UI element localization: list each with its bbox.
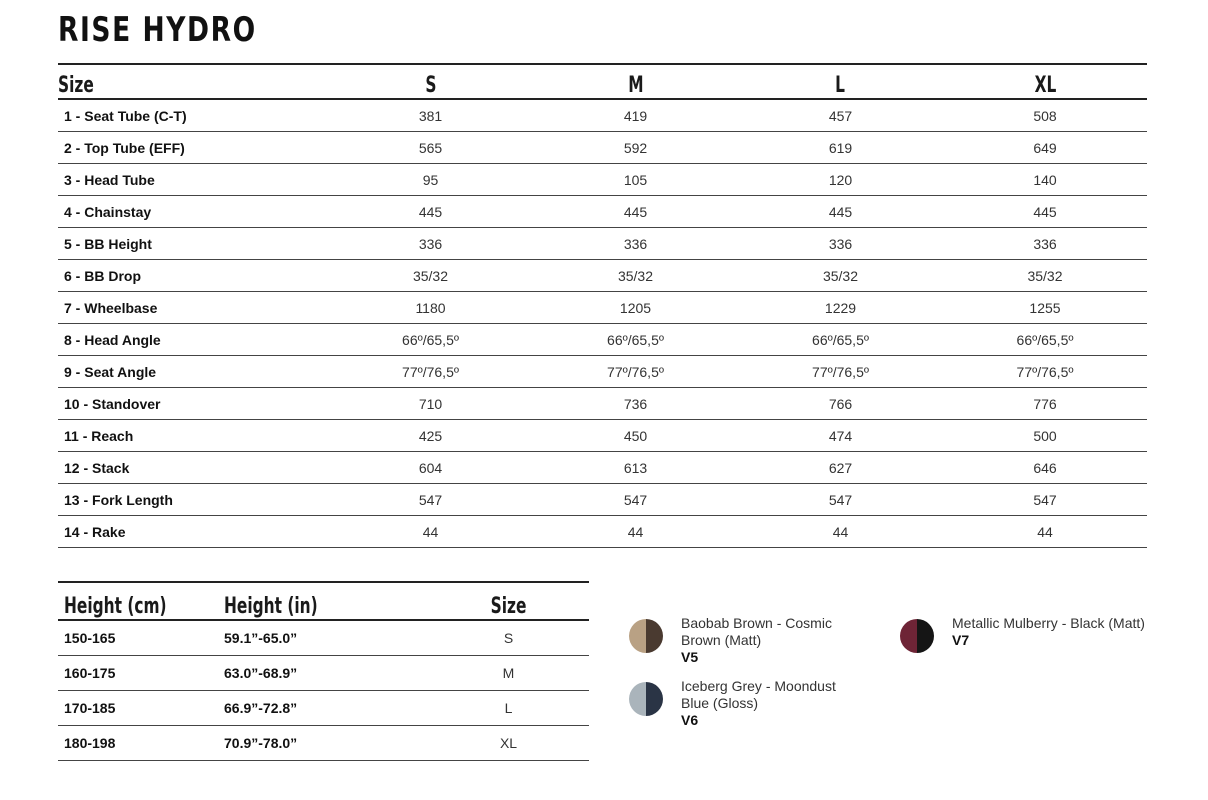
table-row: [58, 516, 1147, 548]
cell: 419: [533, 99, 738, 132]
cell: 336: [943, 228, 1147, 260]
cell: 613: [533, 452, 738, 484]
cell: 1205: [533, 292, 738, 324]
cell: 381: [328, 99, 533, 132]
color-code: V7: [952, 632, 970, 648]
cell: 120: [738, 164, 943, 196]
swatch-right-half: [646, 619, 663, 653]
row-label: 11 - Reach: [58, 420, 328, 452]
row-label: 1 - Seat Tube (C-T): [58, 99, 328, 132]
cell: 35/32: [943, 260, 1147, 292]
row-label: 10 - Standover: [58, 388, 328, 420]
table-row: [58, 420, 1147, 452]
header-m: M: [533, 64, 738, 99]
table-row: [58, 388, 1147, 420]
cell: 547: [943, 484, 1147, 516]
cell: 547: [328, 484, 533, 516]
cell: 649: [943, 132, 1147, 164]
cell: 445: [328, 196, 533, 228]
cell: 425: [328, 420, 533, 452]
cell-size: XL: [428, 726, 589, 761]
cell: 592: [533, 132, 738, 164]
cell: 77º/76,5º: [738, 356, 943, 388]
cell: 44: [533, 516, 738, 548]
color-option-v6: [629, 678, 856, 729]
row-label: 13 - Fork Length: [58, 484, 328, 516]
table-row: [58, 292, 1147, 324]
cell: 77º/76,5º: [943, 356, 1147, 388]
swatch-left-half: [629, 619, 646, 653]
cell: 547: [533, 484, 738, 516]
cell: 336: [738, 228, 943, 260]
cell-height-cm: 170-185: [58, 691, 218, 726]
cell: 35/32: [738, 260, 943, 292]
color-code: V6: [681, 712, 699, 728]
cell-size: L: [428, 691, 589, 726]
color-option-v7: [900, 615, 1152, 653]
color-swatch: [900, 619, 934, 653]
table-row: [58, 356, 1147, 388]
cell: 646: [943, 452, 1147, 484]
cell-size: M: [428, 656, 589, 691]
table-row: [58, 99, 1147, 132]
page-title: RISE HYDRO: [58, 10, 257, 50]
table-row: [58, 726, 589, 761]
cell-height-cm: 160-175: [58, 656, 218, 691]
cell: 547: [738, 484, 943, 516]
table-row: [58, 656, 589, 691]
cell-height-in: 63.0”-68.9”: [218, 656, 428, 691]
row-label: 12 - Stack: [58, 452, 328, 484]
swatch-left-half: [900, 619, 917, 653]
row-label: 3 - Head Tube: [58, 164, 328, 196]
cell: 445: [738, 196, 943, 228]
cell: 66º/65,5º: [328, 324, 533, 356]
cell: 66º/65,5º: [738, 324, 943, 356]
cell: 1180: [328, 292, 533, 324]
cell: 736: [533, 388, 738, 420]
cell: 140: [943, 164, 1147, 196]
cell: 604: [328, 452, 533, 484]
table-row: [58, 260, 1147, 292]
table-row: [58, 452, 1147, 484]
header-size: Size: [428, 582, 589, 620]
cell: 450: [533, 420, 738, 452]
color-name: Metallic Mulberry - Black (Matt): [952, 615, 1145, 631]
row-label: 6 - BB Drop: [58, 260, 328, 292]
table-row: [58, 324, 1147, 356]
cell: 44: [943, 516, 1147, 548]
cell: 35/32: [328, 260, 533, 292]
fit-header-row: [58, 582, 589, 620]
header-xl: XL: [943, 64, 1147, 99]
cell: 565: [328, 132, 533, 164]
table-row: [58, 620, 589, 656]
swatch-right-half: [646, 682, 663, 716]
cell-size: S: [428, 620, 589, 656]
cell-height-cm: 150-165: [58, 620, 218, 656]
cell: 66º/65,5º: [533, 324, 738, 356]
color-name: Iceberg Grey - Moondust Blue (Gloss): [681, 678, 836, 711]
color-name: Baobab Brown - Cosmic Brown (Matt): [681, 615, 832, 648]
table-row: [58, 228, 1147, 260]
cell: 35/32: [533, 260, 738, 292]
table-row: [58, 164, 1147, 196]
row-label: 7 - Wheelbase: [58, 292, 328, 324]
size-fit-table: [58, 581, 589, 761]
row-label: 8 - Head Angle: [58, 324, 328, 356]
cell: 336: [328, 228, 533, 260]
header-height-cm: Height (cm): [58, 582, 218, 620]
cell: 44: [328, 516, 533, 548]
color-swatch: [629, 619, 663, 653]
cell: 66º/65,5º: [943, 324, 1147, 356]
table-row: [58, 132, 1147, 164]
cell: 445: [943, 196, 1147, 228]
cell: 77º/76,5º: [328, 356, 533, 388]
header-size: Size: [58, 64, 328, 99]
geometry-header-row: [58, 64, 1147, 99]
cell: 500: [943, 420, 1147, 452]
header-s: S: [328, 64, 533, 99]
row-label: 4 - Chainstay: [58, 196, 328, 228]
cell: 77º/76,5º: [533, 356, 738, 388]
cell-height-in: 66.9”-72.8”: [218, 691, 428, 726]
cell-height-in: 70.9”-78.0”: [218, 726, 428, 761]
color-swatch: [629, 682, 663, 716]
cell: 710: [328, 388, 533, 420]
geometry-table: [58, 63, 1147, 548]
cell-height-in: 59.1”-65.0”: [218, 620, 428, 656]
swatch-right-half: [917, 619, 934, 653]
row-label: 2 - Top Tube (EFF): [58, 132, 328, 164]
cell: 1255: [943, 292, 1147, 324]
cell: 105: [533, 164, 738, 196]
table-row: [58, 484, 1147, 516]
header-height-in: Height (in): [218, 582, 428, 620]
color-code: V5: [681, 649, 699, 665]
cell: 508: [943, 99, 1147, 132]
cell-height-cm: 180-198: [58, 726, 218, 761]
cell: 457: [738, 99, 943, 132]
cell: 445: [533, 196, 738, 228]
table-row: [58, 691, 589, 726]
cell: 776: [943, 388, 1147, 420]
swatch-left-half: [629, 682, 646, 716]
header-l: L: [738, 64, 943, 99]
cell: 627: [738, 452, 943, 484]
row-label: 9 - Seat Angle: [58, 356, 328, 388]
cell: 619: [738, 132, 943, 164]
cell: 336: [533, 228, 738, 260]
row-label: 14 - Rake: [58, 516, 328, 548]
cell: 474: [738, 420, 943, 452]
cell: 766: [738, 388, 943, 420]
row-label: 5 - BB Height: [58, 228, 328, 260]
cell: 44: [738, 516, 943, 548]
color-option-v5: [629, 615, 871, 666]
cell: 95: [328, 164, 533, 196]
cell: 1229: [738, 292, 943, 324]
table-row: [58, 196, 1147, 228]
